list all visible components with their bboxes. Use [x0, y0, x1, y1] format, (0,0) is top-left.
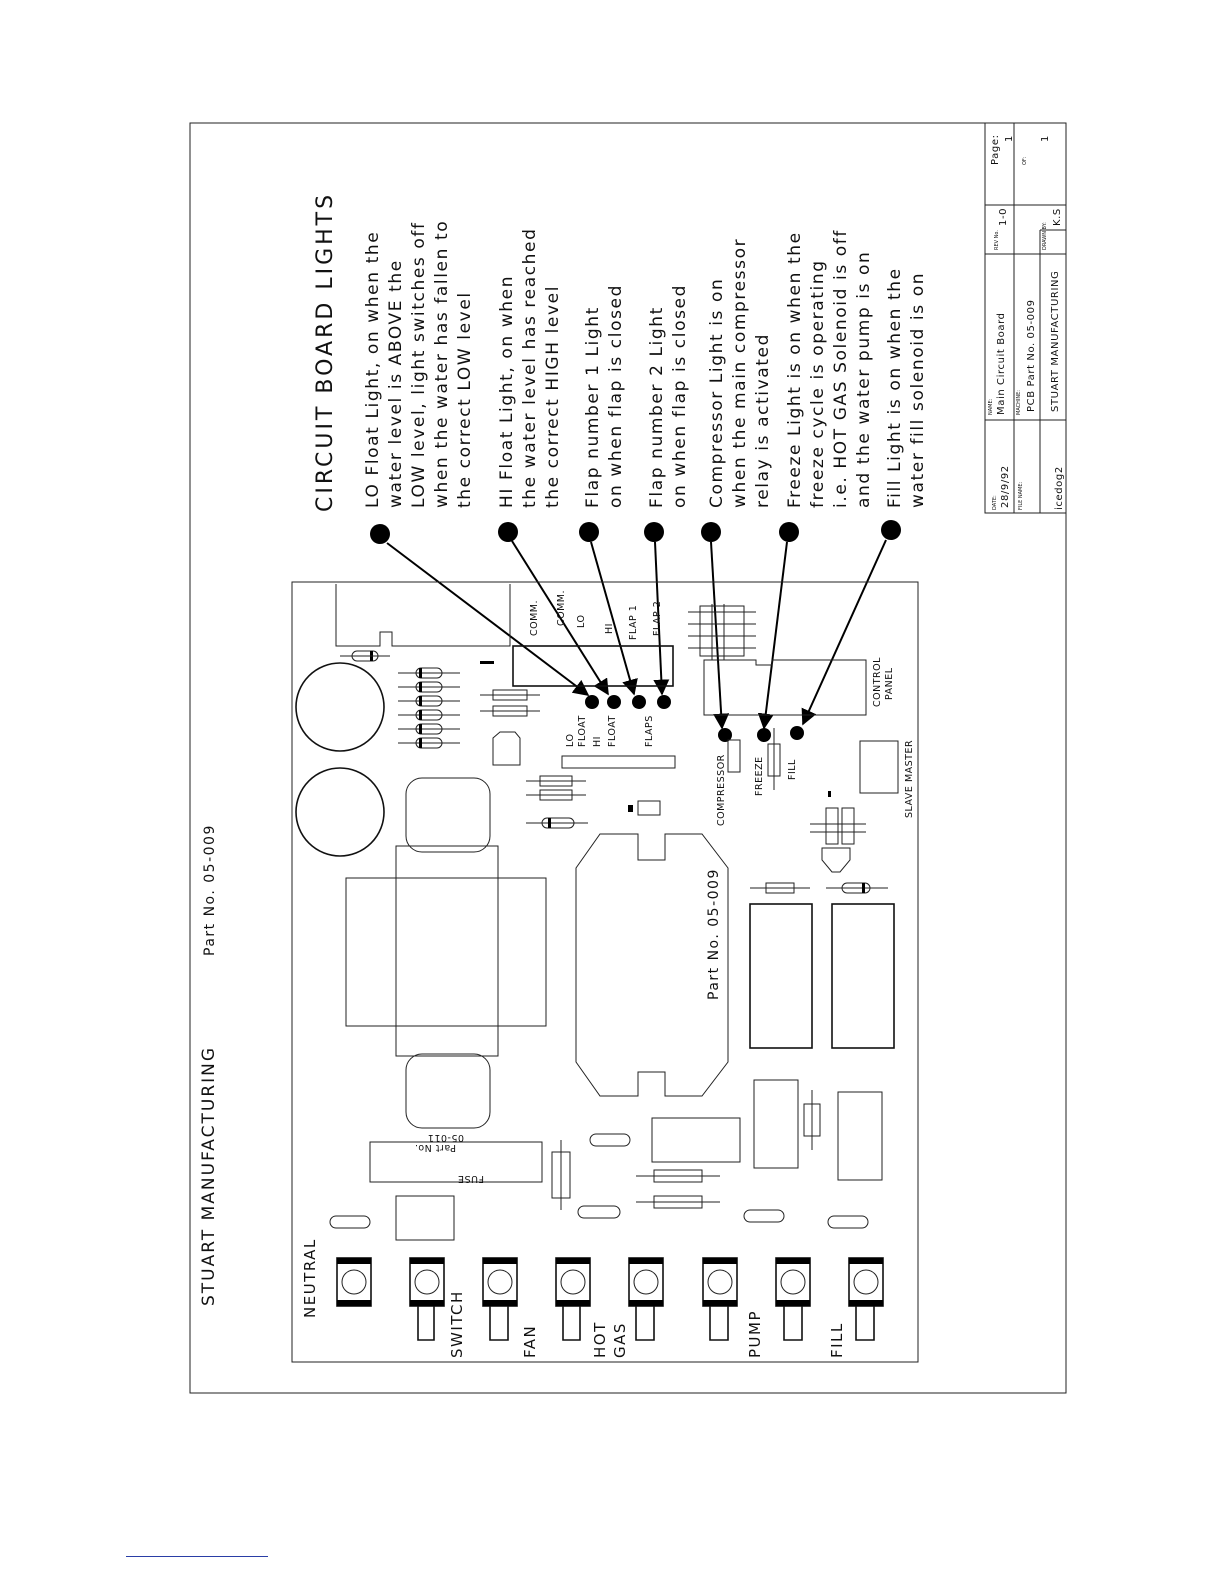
relays-right: [750, 904, 894, 1048]
tb-name: Main Circuit Board: [996, 312, 1007, 415]
transformer: [346, 778, 546, 1128]
callout-bullet: [701, 522, 721, 542]
fuse-label: FUSE: [457, 1173, 484, 1184]
note-line: LOW level, light switches off: [409, 221, 429, 508]
terminal-label: PUMP: [746, 1309, 764, 1358]
diode-stack: [398, 668, 460, 748]
connector-labels: [529, 590, 663, 640]
terminal-label: SWITCH: [448, 1290, 466, 1358]
flap-terminal-block: [513, 646, 673, 686]
connector-label: FLAP 1: [628, 604, 639, 640]
led-label: FLOAT: [577, 715, 588, 747]
led-fill: [790, 726, 804, 740]
note-line: water fill solenoid is on: [908, 271, 928, 508]
diode-band: [548, 818, 551, 828]
callout-bullet: [498, 522, 518, 542]
relays-lower: [652, 1080, 882, 1180]
led-label: FILL: [787, 759, 798, 780]
terminal-traces: [418, 1306, 874, 1340]
legend-note-flap1: [583, 284, 626, 508]
led-strip: [562, 756, 675, 768]
control-panel-label: CONTROL: [872, 657, 883, 707]
tb-machine-label: MACHINE:: [1016, 390, 1022, 415]
legend-note-fill: [885, 267, 928, 508]
terminal-label: HOT: [591, 1321, 609, 1358]
legend-note-hi-float: [497, 228, 563, 509]
control-panel-label: PANEL: [884, 667, 895, 700]
note-line: the correct HIGH level: [543, 284, 563, 508]
terminals: [337, 1258, 883, 1340]
terminal: [629, 1258, 663, 1306]
tb-of-label: OF:: [1022, 156, 1028, 165]
voltage-regulator: [493, 732, 520, 765]
callout-bullet: [779, 522, 799, 542]
note-line: the water level has reached: [520, 227, 540, 508]
note-line: relay is activated: [753, 332, 773, 508]
relay-diodes: [750, 883, 888, 893]
tb-machine: PCB Part No. 05-009: [1026, 299, 1037, 412]
pcb-outline: [292, 582, 918, 1362]
polarity-mark: [828, 791, 831, 797]
polarity-mark: [480, 661, 494, 664]
note-line: i.e. HOT GAS Solenoid is off: [831, 229, 851, 508]
slave-master-jumper: [860, 741, 898, 793]
resistors-lower: [636, 1170, 720, 1208]
tb-rev: 1-0: [998, 207, 1009, 226]
callout-bullet: [881, 520, 901, 540]
callout-arrow: [711, 542, 722, 728]
fuse-part-label: 05-011: [427, 1132, 464, 1143]
led-flap2: [657, 695, 671, 709]
tb-drawn-label: DRAWN BY:: [1042, 222, 1048, 250]
fuse-part-label: Part No.: [414, 1142, 456, 1153]
resistors-mid: [526, 776, 588, 828]
terminal: [703, 1258, 737, 1306]
tb-company: STUART MANUFACTURING: [1050, 270, 1061, 412]
note-line: freeze cycle is operating: [808, 259, 828, 508]
connector-label: FLAP 2: [652, 600, 663, 636]
callout-bullet: [370, 524, 390, 544]
tb-page-label: Page:: [990, 134, 1001, 165]
control-panel-connector: [704, 660, 866, 715]
callout-arrow: [764, 542, 787, 728]
note-line: when the water has fallen to: [432, 219, 452, 508]
tb-date-label: DATE:: [992, 495, 998, 510]
led-hi-float: [607, 695, 621, 709]
small-component: [638, 801, 660, 815]
connector-label: HI: [604, 623, 615, 634]
terminal: [410, 1258, 444, 1306]
led-label: COMPRESSOR: [716, 754, 727, 826]
diode-band: [862, 883, 865, 893]
terminal: [556, 1258, 590, 1306]
note-line: Flap number 2 Light: [647, 306, 667, 508]
note-line: the correct LOW level: [455, 291, 475, 508]
terminal: [337, 1258, 371, 1306]
led-freeze: [757, 728, 771, 742]
terminal-label: FAN: [521, 1324, 539, 1358]
led-label: HI: [592, 736, 603, 747]
legend-note-flap2: [647, 284, 690, 508]
terminal: [849, 1258, 883, 1306]
legend-note-compressor: [707, 238, 773, 508]
pcb: [199, 582, 918, 1362]
led-label: FLAPS: [644, 715, 655, 747]
note-line: Flap number 1 Light: [583, 306, 603, 508]
footer-rule: [126, 1556, 268, 1557]
note-line: HI Float Light, on when: [497, 274, 517, 508]
led-label: FLOAT: [607, 715, 618, 747]
note-line: on when flap is closed: [606, 284, 626, 508]
tb-drawn: K.S: [1052, 208, 1063, 226]
terminal-label: GAS: [611, 1322, 629, 1358]
resistor-cluster: [810, 808, 866, 872]
note-line: Compressor Light is on: [707, 277, 727, 508]
legend-note-freeze: [785, 229, 874, 508]
fuse-holder: [370, 1140, 570, 1240]
tb-date: 28/9/92: [1000, 465, 1011, 508]
oblong-pads: [330, 1134, 868, 1228]
note-line: and the water pump is on: [854, 250, 874, 508]
legend: [313, 192, 928, 512]
led-label: LO: [565, 733, 576, 747]
note-line: LO Float Light, on when the: [363, 230, 383, 508]
header-pins: [688, 604, 756, 660]
tb-name-label: NAME:: [988, 398, 994, 415]
callout-bullet: [579, 522, 599, 542]
terminal-label: NEUTRAL: [301, 1238, 319, 1318]
top-connector-block: [336, 584, 510, 646]
note-line: on when flap is closed: [670, 284, 690, 508]
capacitor: [296, 768, 384, 856]
led-label: FREEZE: [754, 756, 765, 796]
note-line: Fill Light is on when the: [885, 267, 905, 508]
connector-label: COMM.: [529, 599, 540, 636]
led-lo-float: [585, 695, 599, 709]
terminal: [483, 1258, 517, 1306]
note-line: water level is ABOVE the: [386, 259, 406, 508]
capacitor: [296, 663, 384, 751]
connector-label: LO: [576, 614, 587, 628]
polarity-mark: [628, 805, 633, 812]
tb-file: icedog2: [1054, 466, 1065, 510]
tb-rev-label: REV No.: [994, 230, 1000, 250]
legend-title: CIRCUIT BOARD LIGHTS: [313, 191, 338, 512]
slave-master-label: SLAVE MASTER: [904, 739, 915, 818]
tb-file-label: FILE NAME:: [1018, 481, 1024, 510]
resistors-upper: [480, 690, 540, 716]
pcb-brand: STUART MANUFACTURING: [199, 1045, 219, 1306]
terminal-label: FILL: [828, 1322, 846, 1358]
terminal: [776, 1258, 810, 1306]
legend-note-lo-float: [363, 220, 475, 508]
connector-label: COMM.: [556, 589, 567, 626]
pcb-part-number: Part No. 05-009: [202, 824, 218, 956]
note-line: Freeze Light is on when the: [785, 231, 805, 508]
tb-of: 1: [1040, 135, 1051, 142]
led-flap1: [632, 695, 646, 709]
tb-page: 1: [1004, 135, 1015, 142]
callout-bullet: [644, 522, 664, 542]
pcb-part-number-rotated: Part No. 05-009: [706, 868, 722, 1000]
note-line: when the main compressor: [730, 237, 750, 508]
title-block: [985, 123, 1066, 513]
